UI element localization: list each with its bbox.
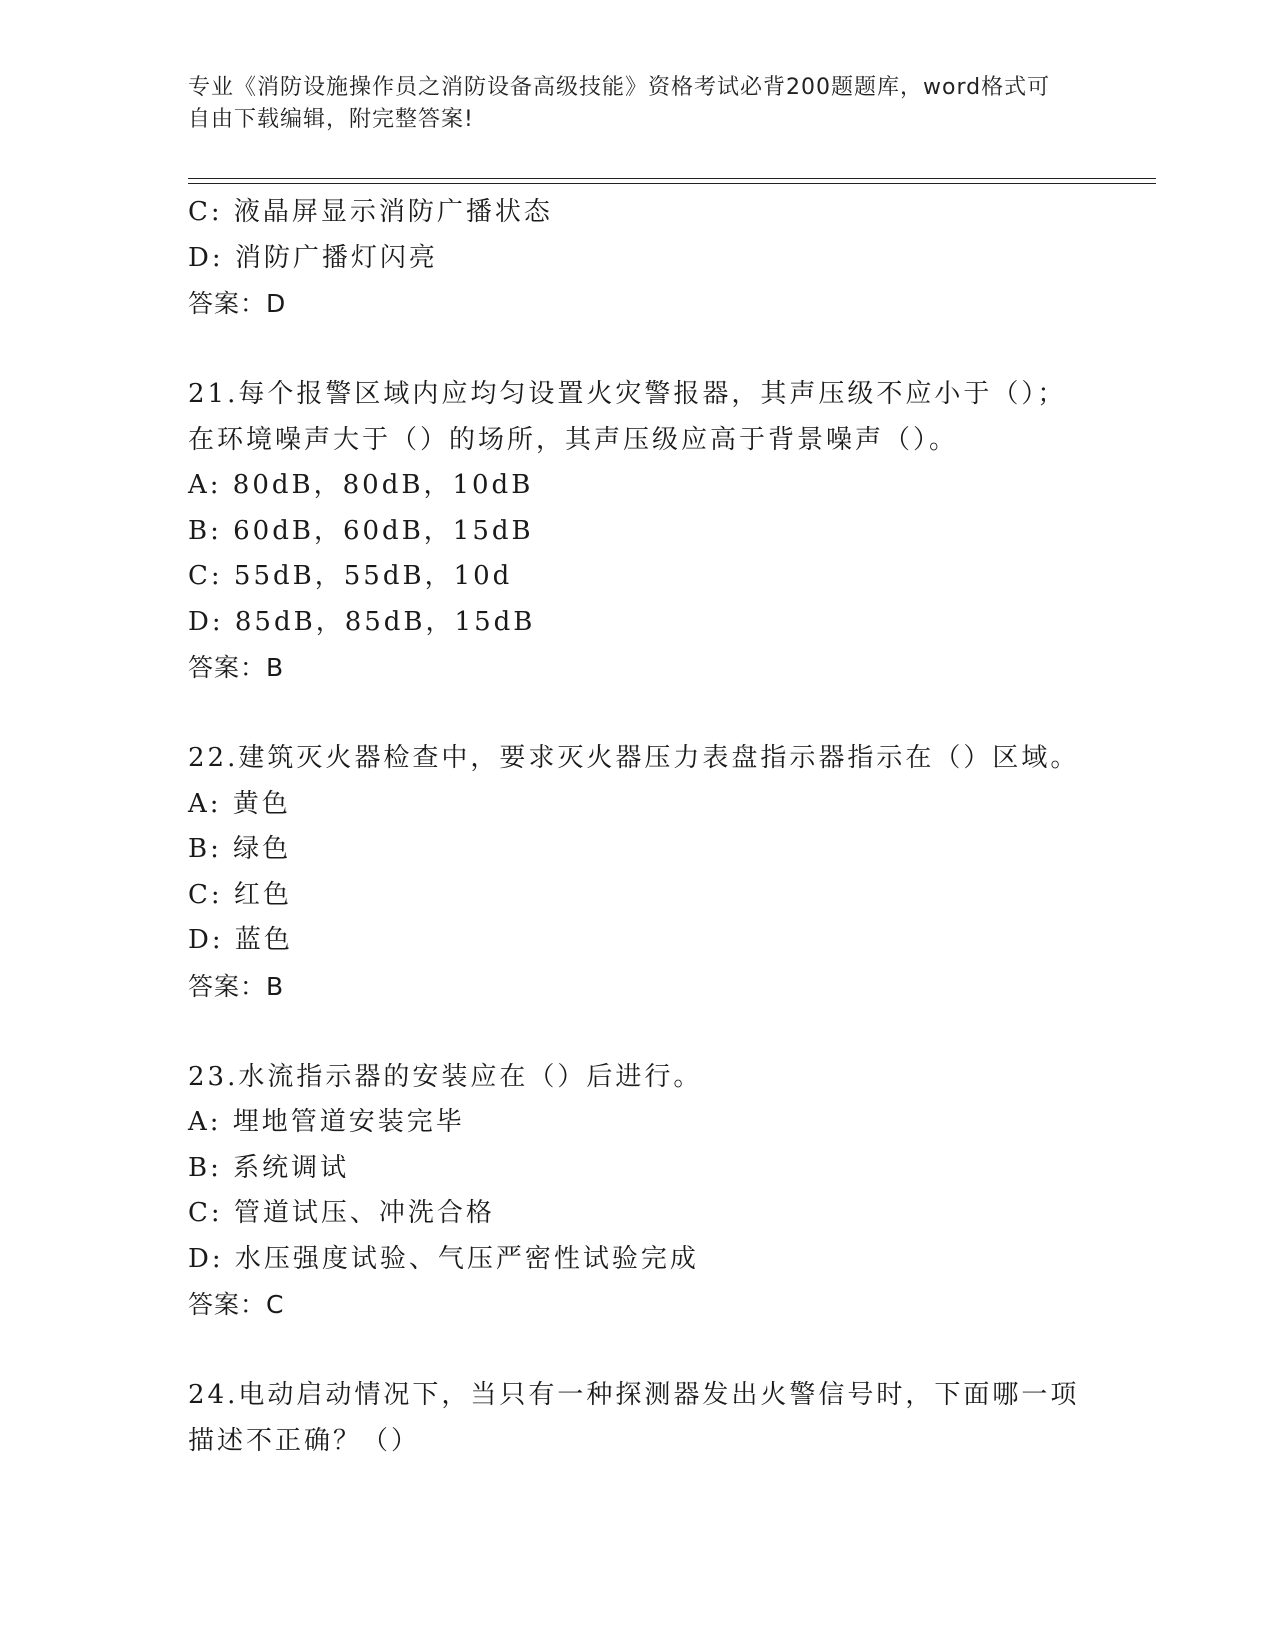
option-d: D: 85dB，85dB，15dB: [188, 606, 536, 637]
question-stem: 在环境噪声大于（）的场所，其声压级应高于背景噪声（）。: [188, 424, 959, 455]
question-stem: 22.建筑灭火器检查中，要求灭火器压力表盘指示器指示在（）区域。: [188, 743, 1080, 773]
answer: 答案：B: [188, 653, 285, 682]
question-stem: 23.水流指示器的安装应在（）后进行。: [188, 1061, 703, 1092]
option-b: B: 60dB，60dB，15dB: [188, 515, 534, 546]
question-list: [188, 190, 1148, 1464]
question-22: [188, 736, 1148, 1009]
question-21: [188, 372, 1148, 691]
option-d: D: 水压强度试验、气压严密性试验完成: [188, 1243, 699, 1274]
question-24: [188, 1373, 1148, 1464]
answer: 答案：D: [188, 289, 287, 318]
option-c: C: 管道试压、冲洗合格: [188, 1198, 495, 1228]
header-divider-top: [188, 178, 1156, 179]
answer: 答案：B: [188, 971, 285, 1001]
header-divider-bottom: [188, 183, 1156, 184]
spacer: [188, 691, 1148, 737]
option-a: A: 黄色: [188, 788, 291, 819]
answer: 答案：C: [188, 1290, 285, 1319]
option-a: A: 埋地管道安装完毕: [188, 1107, 465, 1137]
spacer: [188, 327, 1148, 373]
spacer: [188, 1328, 1148, 1374]
question-stem: 描述不正确？（）: [188, 1425, 421, 1456]
question-20-tail: [188, 190, 1148, 327]
option-b: B: 绿色: [188, 834, 292, 864]
option-a: A: 80dB，80dB，10dB: [188, 470, 534, 500]
question-stem: 24.电动启动情况下，当只有一种探测器发出火警信号时，下面哪一项: [188, 1380, 1080, 1410]
option-c: C: 55dB，55dB，10d: [188, 561, 513, 591]
question-stem: 21.每个报警区域内应均匀设置火灾警报器，其声压级不应小于（）；: [188, 379, 1067, 409]
option-d: D: 蓝色: [188, 925, 293, 955]
option-d: D: 消防广播灯闪亮: [188, 242, 438, 273]
option-b: B: 系统调试: [188, 1152, 350, 1183]
question-23: [188, 1055, 1148, 1328]
document-header: 专业《消防设施操作员之消防设备高级技能》资格考试必背200题题库，word格式可自由下载编辑，附完整答案!: [188, 75, 1051, 132]
spacer: [188, 1009, 1148, 1055]
option-c: C: 液晶屏显示消防广播状态: [188, 197, 553, 227]
option-c: C: 红色: [188, 879, 292, 910]
